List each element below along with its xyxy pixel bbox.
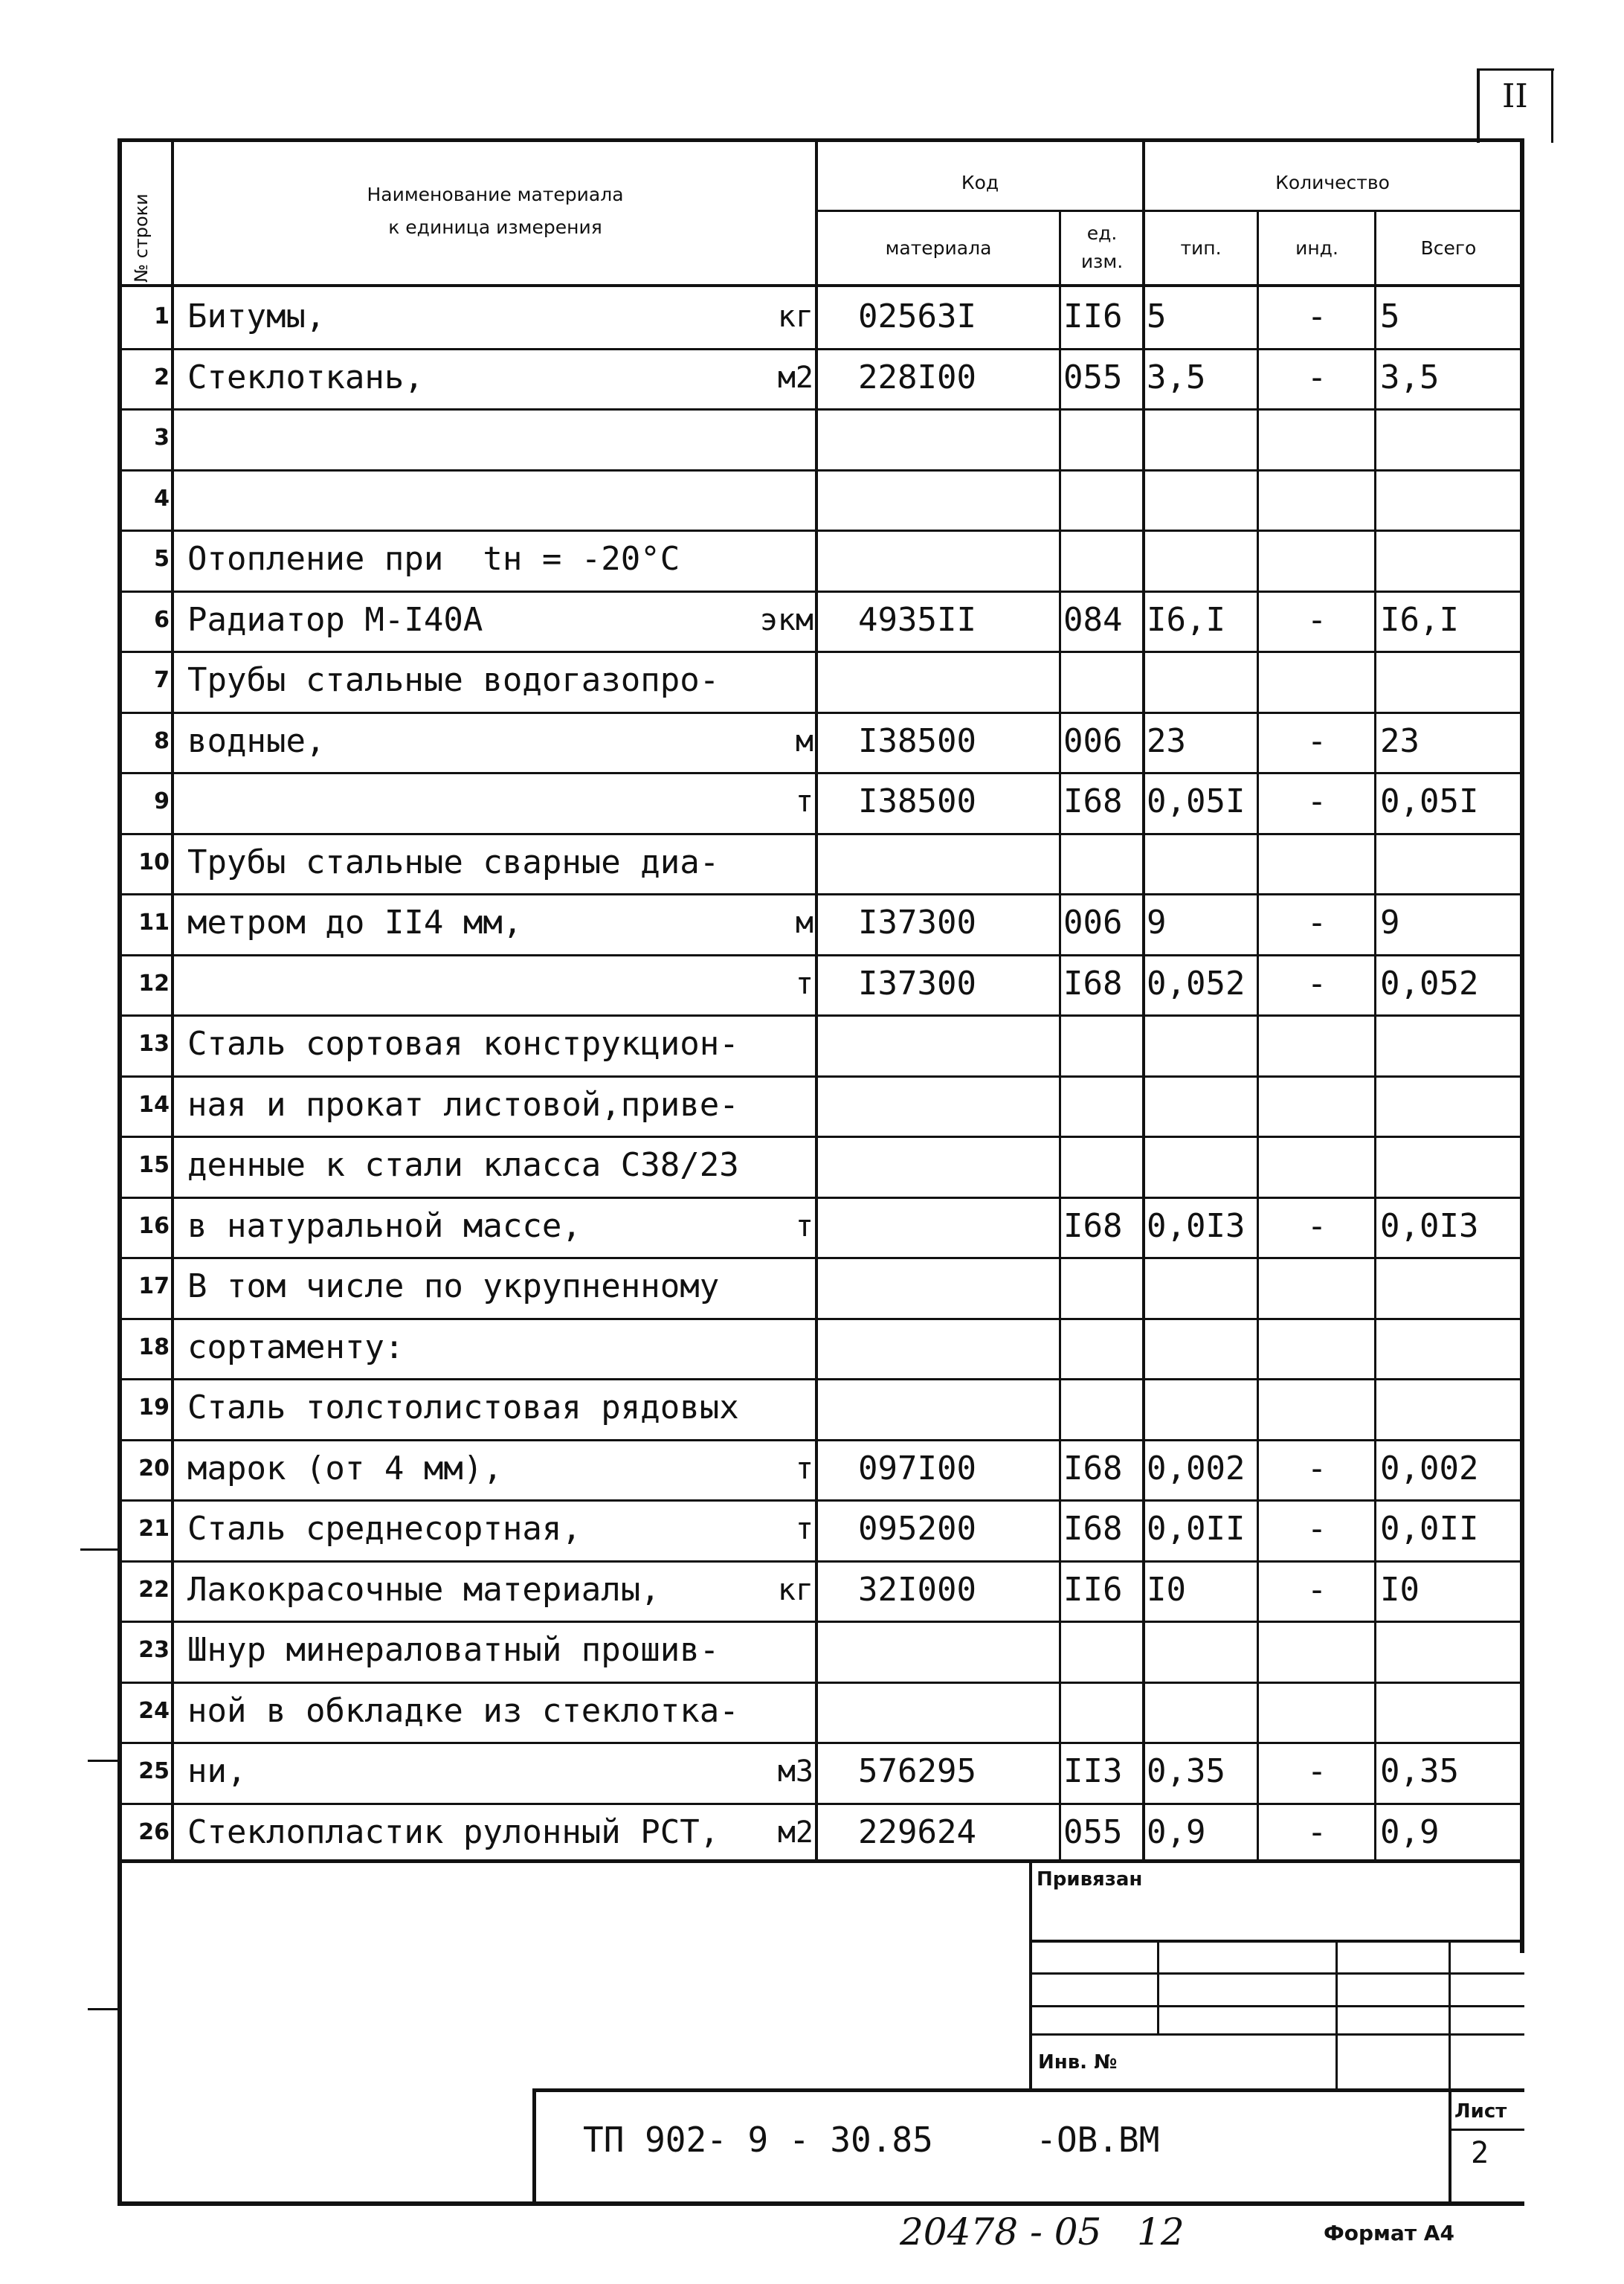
qty-ind: -	[1306, 904, 1327, 942]
stamp-inv: Инв. №	[1038, 2051, 1118, 2074]
table-row	[122, 591, 1520, 652]
material-name: ни,	[187, 1752, 247, 1790]
sheet-number: 2	[1471, 2136, 1489, 2170]
material-name: в натуральной массе,	[187, 1206, 581, 1245]
qty-total: 0,052	[1380, 964, 1479, 1003]
unit-label: т	[795, 966, 813, 1001]
unit-code: 084	[1063, 600, 1123, 639]
row-number: 21	[138, 1516, 170, 1542]
row-number: 19	[138, 1394, 170, 1421]
table-row	[122, 1136, 1520, 1197]
stamp-privyazan: Привязан	[1037, 1868, 1143, 1891]
row-number: 3	[154, 425, 170, 451]
unit-code: I68	[1063, 964, 1123, 1003]
material-code: 229624	[858, 1812, 976, 1851]
material-code: 097I00	[858, 1449, 976, 1487]
row-number: 22	[138, 1576, 170, 1603]
unit-label: м	[795, 906, 813, 940]
material-name: В том числе по укрупненному	[187, 1267, 720, 1305]
row-number: 11	[138, 910, 170, 936]
table-row	[122, 530, 1520, 591]
document-code: ТП 902- 9 - 30.85 -ОВ.ВМ	[583, 2120, 1160, 2160]
unit-code: 006	[1063, 904, 1123, 942]
material-name: сортаменту:	[187, 1328, 405, 1366]
row-number: 2	[154, 364, 170, 390]
row-number: 4	[154, 485, 170, 512]
header-name-line1: Наименование материала	[367, 184, 624, 205]
header-row-no: № строки	[131, 193, 152, 283]
material-code: I38500	[858, 721, 976, 760]
unit-label: кг	[777, 300, 813, 334]
table-row	[122, 1378, 1520, 1439]
row-number: 7	[154, 667, 170, 693]
table-row	[122, 1318, 1520, 1379]
material-name: Сталь сортовая конструкцион-	[187, 1025, 739, 1063]
page-number: II	[1502, 77, 1528, 115]
table-row	[122, 1682, 1520, 1743]
table-row	[122, 954, 1520, 1015]
table-row	[122, 1439, 1520, 1500]
material-name: Сталь толстолистовая рядовых	[187, 1389, 739, 1426]
table-row	[122, 1499, 1520, 1560]
material-name: Стеклопластик рулонный РСТ,	[187, 1812, 720, 1851]
unit-label: м2	[777, 1815, 813, 1850]
material-name: Отопление при tн = -20°C	[187, 540, 680, 578]
material-code: I37300	[858, 964, 976, 1003]
unit-code: I68	[1063, 1510, 1123, 1548]
qty-total: I6,I	[1380, 600, 1459, 639]
table-row	[122, 1742, 1520, 1803]
header-total: Всего	[1420, 237, 1477, 259]
material-name: Шнур минераловатный прошив-	[187, 1631, 720, 1669]
qty-ind: -	[1306, 1449, 1327, 1487]
qty-ind: -	[1306, 600, 1327, 639]
unit-label: м3	[777, 1754, 813, 1789]
qty-ind: -	[1306, 1510, 1327, 1548]
qty-ind: -	[1306, 297, 1327, 335]
material-code: 02563I	[858, 297, 976, 335]
qty-typ: 5	[1147, 297, 1167, 335]
qty-total: 23	[1380, 721, 1420, 760]
row-number: 5	[154, 546, 170, 572]
unit-label: т	[795, 1512, 813, 1546]
unit-label: т	[795, 1209, 813, 1244]
qty-typ: I0	[1147, 1570, 1186, 1609]
unit-code: II6	[1063, 1570, 1123, 1609]
qty-total: I0	[1380, 1570, 1420, 1609]
header-name-line2: к единица измерения	[388, 216, 602, 238]
material-name: марок (от 4 мм),	[187, 1449, 503, 1487]
header-unit1: ед.	[1086, 222, 1118, 244]
material-name: ная и прокат листовой,приве-	[187, 1085, 739, 1124]
handwritten-archive-number: 20478 - 05 12	[900, 2210, 1185, 2254]
table-row	[122, 469, 1520, 530]
row-number: 26	[138, 1818, 170, 1845]
unit-label: т	[795, 785, 813, 819]
unit-code: 055	[1063, 358, 1123, 396]
qty-total: 0,002	[1380, 1449, 1479, 1487]
table-row	[122, 893, 1520, 954]
header-material: материала	[885, 237, 992, 259]
material-name: Стеклоткань,	[187, 358, 424, 396]
unit-code: 006	[1063, 721, 1123, 760]
unit-code: I68	[1063, 1449, 1123, 1487]
qty-typ: 23	[1147, 721, 1186, 760]
qty-typ: 3,5	[1147, 358, 1206, 396]
qty-ind: -	[1306, 1752, 1327, 1790]
row-number: 18	[138, 1334, 170, 1360]
material-name: Сталь среднесортная,	[187, 1510, 581, 1548]
table-row	[122, 1257, 1520, 1318]
qty-ind: -	[1306, 782, 1327, 820]
header-ind: инд.	[1295, 237, 1338, 259]
unit-label: т	[795, 1451, 813, 1486]
material-code: 32I000	[858, 1570, 976, 1609]
unit-code: II6	[1063, 297, 1123, 335]
qty-ind: -	[1306, 1570, 1327, 1609]
material-code: 228I00	[858, 358, 976, 396]
row-number: 1	[154, 303, 170, 329]
unit-label: м2	[777, 360, 813, 395]
qty-ind: -	[1306, 358, 1327, 396]
material-name: Трубы стальные водогазопро-	[187, 661, 720, 699]
row-number: 12	[138, 970, 170, 997]
material-code: 576295	[858, 1752, 976, 1790]
table-row	[122, 772, 1520, 833]
material-code: I38500	[858, 782, 976, 820]
table-row	[122, 712, 1520, 773]
qty-typ: I6,I	[1147, 600, 1225, 639]
table-row	[122, 1075, 1520, 1136]
qty-typ: 0,052	[1147, 964, 1246, 1003]
row-number: 24	[138, 1697, 170, 1724]
material-code: 095200	[858, 1510, 976, 1548]
material-code: I37300	[858, 904, 976, 942]
qty-total: 3,5	[1380, 358, 1440, 396]
unit-code: I68	[1063, 782, 1123, 820]
qty-total: 9	[1380, 904, 1400, 942]
row-number: 6	[154, 606, 170, 633]
row-number: 23	[138, 1637, 170, 1663]
qty-total: 0,0I3	[1380, 1206, 1479, 1245]
qty-total: 5	[1380, 297, 1400, 335]
qty-total: 0,0II	[1380, 1510, 1479, 1548]
table-row	[122, 1803, 1520, 1864]
row-number: 15	[138, 1152, 170, 1178]
qty-typ: 9	[1147, 904, 1167, 942]
table-row	[122, 348, 1520, 409]
header-unit2: изм.	[1080, 251, 1124, 272]
material-code: 4935II	[858, 600, 976, 639]
material-name: денные к стали класса С38/23	[187, 1146, 739, 1184]
qty-total: 0,9	[1380, 1812, 1440, 1851]
material-name: ной в обкладке из стеклотка-	[187, 1691, 739, 1730]
qty-typ: 0,0I3	[1147, 1206, 1246, 1245]
row-number: 20	[138, 1455, 170, 1482]
unit-label: кг	[777, 1572, 813, 1607]
row-number: 17	[138, 1273, 170, 1299]
unit-code: I68	[1063, 1206, 1123, 1245]
header-typ: тип.	[1180, 237, 1222, 259]
unit-label: экм	[759, 602, 813, 637]
qty-typ: 0,9	[1147, 1812, 1206, 1851]
sheet-label: Лист	[1454, 2100, 1507, 2123]
header-code: Код	[961, 172, 999, 193]
row-number: 9	[154, 788, 170, 814]
row-number: 25	[138, 1758, 170, 1784]
material-name: Битумы,	[187, 297, 326, 335]
qty-ind: -	[1306, 1206, 1327, 1245]
qty-typ: 0,002	[1147, 1449, 1246, 1487]
material-name: водные,	[187, 721, 326, 760]
material-name: Трубы стальные сварные диа-	[187, 843, 720, 881]
table-row	[122, 1197, 1520, 1258]
material-name: Радиатор М-I40А	[187, 600, 483, 639]
table-row	[122, 651, 1520, 712]
row-number: 14	[138, 1091, 170, 1118]
row-number: 10	[138, 849, 170, 875]
row-number: 16	[138, 1212, 170, 1239]
unit-label: м	[795, 724, 813, 759]
qty-total: 0,05I	[1380, 782, 1479, 820]
row-number: 8	[154, 727, 170, 754]
table-row	[122, 833, 1520, 894]
header-quantity: Количество	[1275, 172, 1390, 193]
table-row	[122, 287, 1520, 348]
table-row	[122, 1014, 1520, 1075]
qty-typ: 0,35	[1147, 1752, 1225, 1790]
format-label: Формат А4	[1324, 2221, 1454, 2245]
unit-code: 055	[1063, 1812, 1123, 1851]
qty-ind: -	[1306, 964, 1327, 1003]
table-row	[122, 1560, 1520, 1621]
table-row	[122, 408, 1520, 469]
row-number: 13	[138, 1031, 170, 1057]
qty-ind: -	[1306, 1812, 1327, 1851]
qty-typ: 0,0II	[1147, 1510, 1246, 1548]
qty-ind: -	[1306, 721, 1327, 760]
material-name: метром до II4 мм,	[187, 904, 523, 942]
material-name: Лакокрасочные материалы,	[187, 1570, 660, 1609]
table-row	[122, 1621, 1520, 1682]
unit-code: II3	[1063, 1752, 1123, 1790]
qty-typ: 0,05I	[1147, 782, 1246, 820]
qty-total: 0,35	[1380, 1752, 1459, 1790]
